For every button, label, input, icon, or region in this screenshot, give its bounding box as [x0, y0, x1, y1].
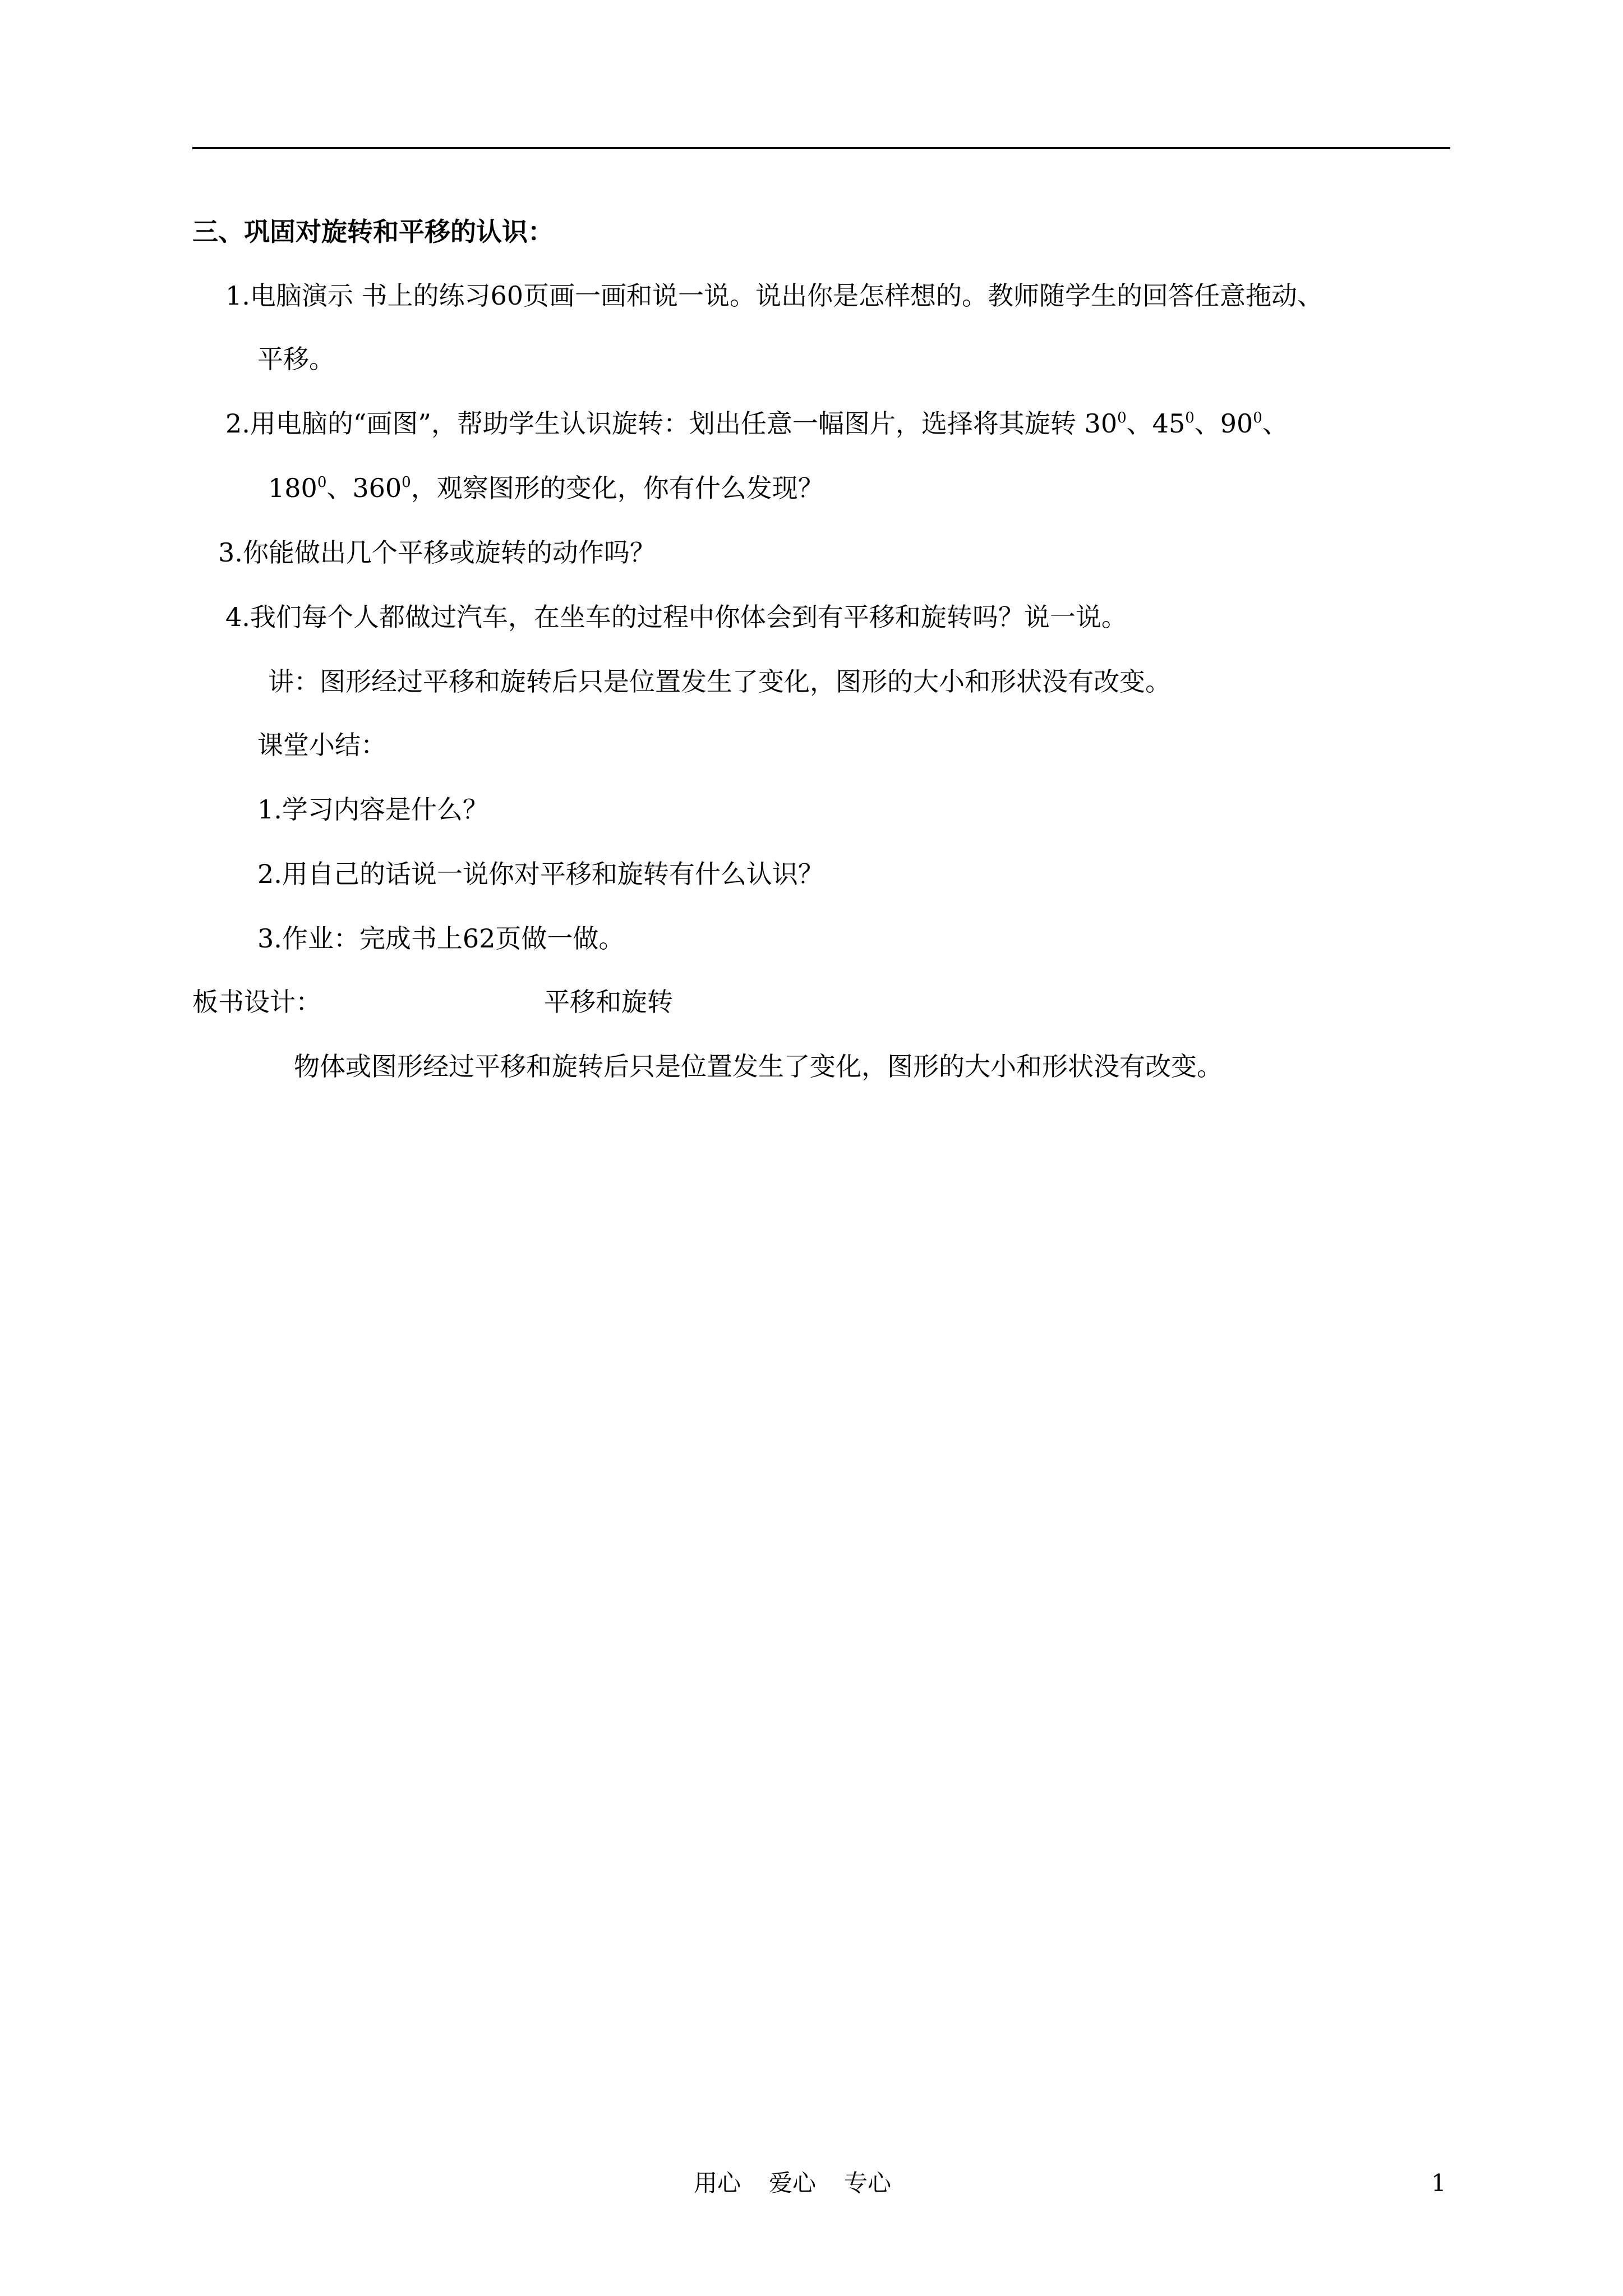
- angle-180: 180: [268, 473, 317, 503]
- angle-30: 30: [1084, 408, 1118, 439]
- item-2-line-2: [268, 471, 824, 505]
- footer-motto-1: 用心: [694, 2169, 741, 2197]
- degree-mark: 0: [402, 474, 411, 491]
- angle-45: 45: [1152, 408, 1186, 439]
- degree-mark: 0: [317, 474, 327, 491]
- footer-motto-2: 爱心: [769, 2169, 817, 2197]
- degree-mark: 0: [1185, 409, 1195, 426]
- summary-question-3: 3.作业：完成书上62页做一做。: [257, 923, 625, 954]
- separator: 、: [1194, 408, 1220, 439]
- separator: 、: [326, 473, 353, 503]
- item-3: 3.你能做出几个平移或旋转的动作吗？: [218, 537, 656, 568]
- item-2-line-1: [225, 407, 1288, 440]
- item-1-line-1: 1.电脑演示 书上的练习60页画一画和说一说。说出你是怎样想的。教师随学生的回答任意拖动、: [225, 280, 1324, 311]
- board-label: 板书设计：: [192, 987, 321, 1017]
- item-2-text: 2.用电脑的“画图”，帮助学生认识旋转：划出任意一幅图片，选择将其旋转: [225, 408, 1076, 439]
- page-number: 1: [1431, 2169, 1446, 2197]
- summary-question-2: 2.用自己的话说一说你对平移和旋转有什么认识？: [257, 859, 824, 889]
- board-content: 物体或图形经过平移和旋转后只是位置发生了变化，图形的大小和形状没有改变。: [294, 1051, 1223, 1082]
- footer-motto-3: 专心: [844, 2169, 892, 2197]
- summary-title: 课堂小结：: [257, 730, 386, 760]
- angle-360: 360: [352, 473, 402, 503]
- degree-mark: 0: [1253, 409, 1262, 426]
- explanation: 讲：图形经过平移和旋转后只是位置发生了变化，图形的大小和形状没有改变。: [268, 666, 1171, 697]
- header-rule: [192, 147, 1450, 149]
- section-heading: 三、巩固对旋转和平移的认识：: [192, 217, 554, 247]
- angle-90: 90: [1220, 408, 1253, 439]
- item-1-line-2: 平移。: [257, 344, 335, 374]
- degree-mark: 0: [1117, 409, 1127, 426]
- separator: 、: [1262, 408, 1288, 439]
- summary-question-1: 1.学习内容是什么？: [257, 794, 488, 825]
- board-title: 平移和旋转: [544, 987, 673, 1017]
- separator: 、: [1126, 408, 1152, 439]
- item-2-tail: ，观察图形的变化，你有什么发现？: [411, 473, 824, 503]
- item-4: 4.我们每个人都做过汽车，在坐车的过程中你体会到有平移和旋转吗？说一说。: [225, 602, 1127, 632]
